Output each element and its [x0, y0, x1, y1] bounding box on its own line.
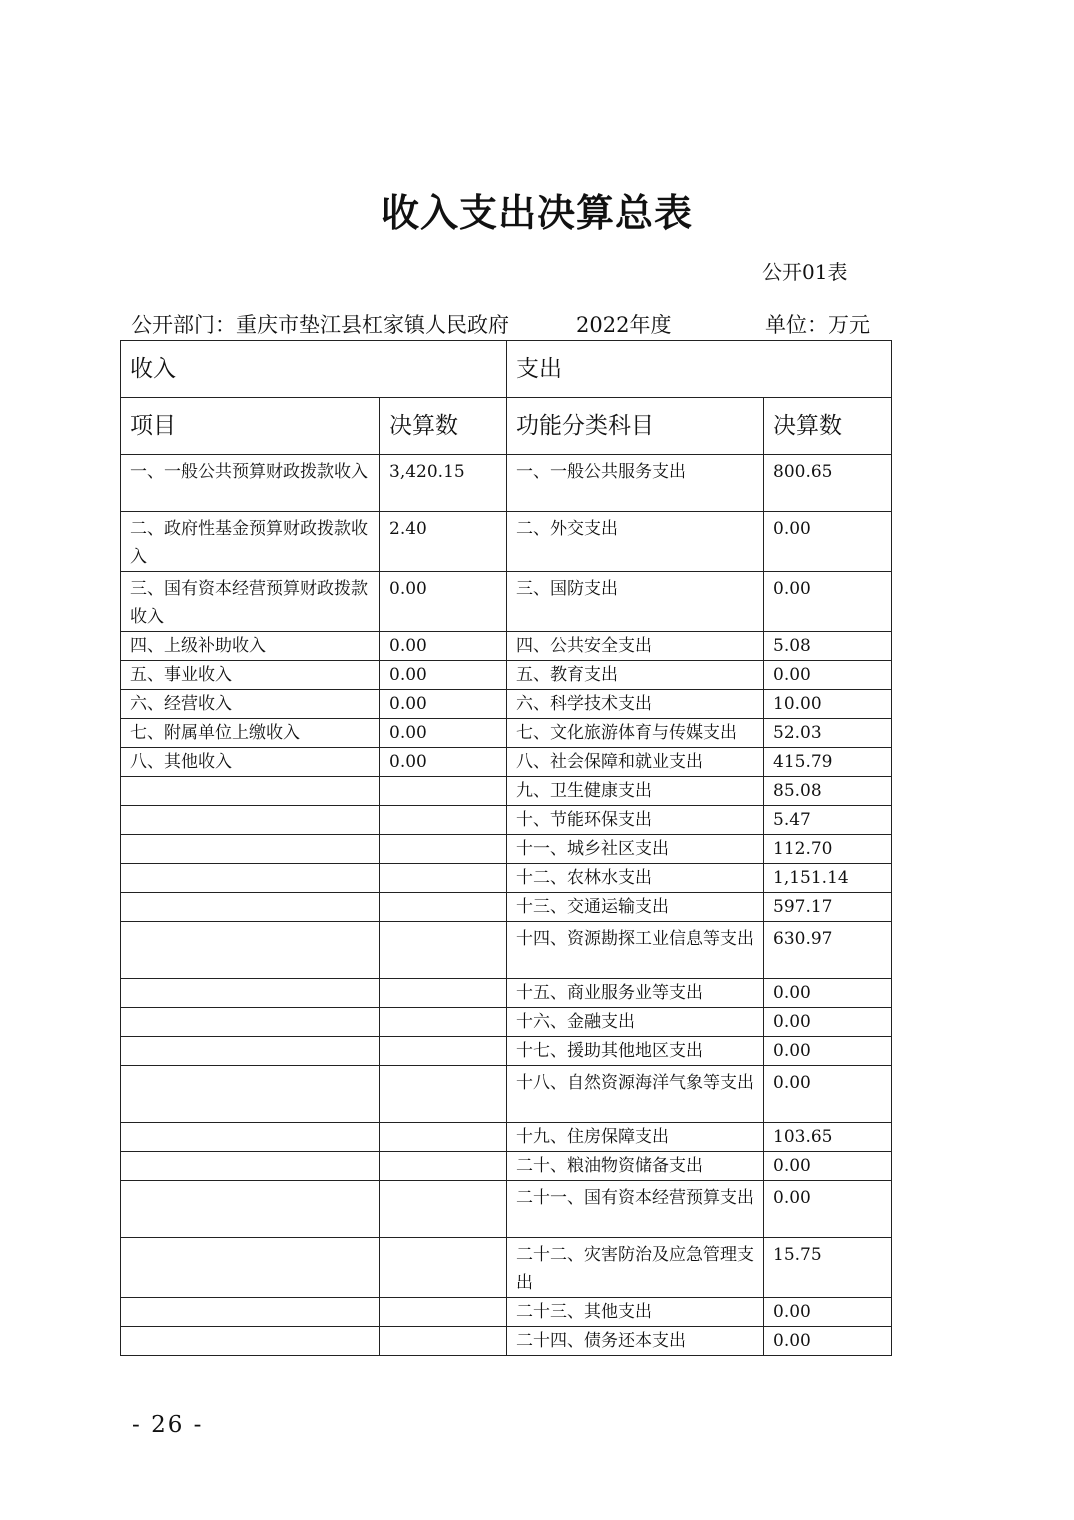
income-amount-cell	[380, 1327, 507, 1356]
table-row	[121, 661, 892, 690]
expense-item-cell: 十九、住房保障支出	[507, 1123, 764, 1152]
expense-amount-cell: 5.08	[764, 632, 892, 661]
expense-amount-cell: 630.97	[764, 922, 892, 979]
expense-amount-cell: 52.03	[764, 719, 892, 748]
expense-amount-cell: 0.00	[764, 1298, 892, 1327]
income-amount-cell: 0.00	[380, 690, 507, 719]
income-amount-cell	[380, 1298, 507, 1327]
amount2-column-header: 决算数	[764, 398, 892, 455]
table-row	[121, 893, 892, 922]
table-row	[121, 1008, 892, 1037]
table-row	[121, 1238, 892, 1298]
table-row	[121, 572, 892, 632]
income-amount-cell: 0.00	[380, 719, 507, 748]
department-label: 公开部门：重庆市垫江县杠家镇人民政府	[131, 313, 509, 337]
income-item-cell	[121, 1008, 380, 1037]
income-amount-cell: 0.00	[380, 748, 507, 777]
income-item-cell: 五、事业收入	[121, 661, 380, 690]
item-column-header: 项目	[121, 398, 380, 455]
table-row	[121, 922, 892, 979]
income-item-cell: 六、经营收入	[121, 690, 380, 719]
income-item-cell	[121, 1066, 380, 1123]
income-amount-cell: 2.40	[380, 512, 507, 572]
income-amount-cell	[380, 893, 507, 922]
expense-item-cell: 九、卫生健康支出	[507, 777, 764, 806]
table-row	[121, 719, 892, 748]
income-amount-cell	[380, 922, 507, 979]
expense-amount-cell: 85.08	[764, 777, 892, 806]
expense-item-cell: 十一、城乡社区支出	[507, 835, 764, 864]
expense-amount-cell: 597.17	[764, 893, 892, 922]
income-amount-cell	[380, 864, 507, 893]
expense-item-cell: 十八、自然资源海洋气象等支出	[507, 1066, 764, 1123]
table-row	[121, 777, 892, 806]
expense-amount-cell: 0.00	[764, 572, 892, 632]
income-item-cell	[121, 1181, 380, 1238]
expense-amount-cell: 0.00	[764, 1327, 892, 1356]
table-row	[121, 1181, 892, 1238]
expense-amount-cell: 1,151.14	[764, 864, 892, 893]
income-item-cell	[121, 1037, 380, 1066]
table-row	[121, 632, 892, 661]
expense-amount-cell: 0.00	[764, 1181, 892, 1238]
table-row	[121, 512, 892, 572]
expense-item-cell: 十二、农林水支出	[507, 864, 764, 893]
expense-amount-cell: 800.65	[764, 455, 892, 512]
income-amount-cell	[380, 1008, 507, 1037]
section-header-row	[121, 341, 892, 398]
expense-item-cell: 十四、资源勘探工业信息等支出	[507, 922, 764, 979]
income-amount-cell	[380, 1123, 507, 1152]
category-column-header: 功能分类科目	[507, 398, 764, 455]
expense-item-cell: 三、国防支出	[507, 572, 764, 632]
expense-item-cell: 七、文化旅游体育与传媒支出	[507, 719, 764, 748]
expense-amount-cell: 0.00	[764, 1152, 892, 1181]
unit-label: 单位：万元	[765, 313, 870, 337]
expense-amount-cell: 0.00	[764, 661, 892, 690]
expense-item-cell: 十六、金融支出	[507, 1008, 764, 1037]
income-amount-cell	[380, 1181, 507, 1238]
expense-amount-cell: 103.65	[764, 1123, 892, 1152]
income-amount-cell: 0.00	[380, 632, 507, 661]
expense-amount-cell: 10.00	[764, 690, 892, 719]
expense-item-cell: 二十三、其他支出	[507, 1298, 764, 1327]
income-item-cell	[121, 1152, 380, 1181]
expense-item-cell: 二十二、灾害防治及应急管理支出	[507, 1238, 764, 1298]
expense-item-cell: 六、科学技术支出	[507, 690, 764, 719]
table-row	[121, 1037, 892, 1066]
expense-amount-cell: 112.70	[764, 835, 892, 864]
income-item-cell	[121, 1123, 380, 1152]
table-row	[121, 806, 892, 835]
expense-amount-cell: 15.75	[764, 1238, 892, 1298]
expense-item-cell: 二十、粮油物资储备支出	[507, 1152, 764, 1181]
income-item-cell	[121, 922, 380, 979]
expense-amount-cell: 0.00	[764, 1066, 892, 1123]
income-amount-cell	[380, 1037, 507, 1066]
income-item-cell	[121, 1238, 380, 1298]
income-amount-cell: 3,420.15	[380, 455, 507, 512]
expense-amount-cell: 0.00	[764, 1008, 892, 1037]
income-amount-cell	[380, 835, 507, 864]
expense-item-cell: 二十四、债务还本支出	[507, 1327, 764, 1356]
income-item-cell	[121, 777, 380, 806]
table-row	[121, 1123, 892, 1152]
table-row	[121, 455, 892, 512]
expense-item-cell: 十、节能环保支出	[507, 806, 764, 835]
document-title: 收入支出决算总表	[380, 191, 693, 235]
income-item-cell	[121, 864, 380, 893]
income-amount-cell	[380, 1238, 507, 1298]
expense-item-cell: 一、一般公共服务支出	[507, 455, 764, 512]
expense-item-cell: 四、公共安全支出	[507, 632, 764, 661]
expense-amount-cell: 415.79	[764, 748, 892, 777]
income-item-cell: 一、一般公共预算财政拨款收入	[121, 455, 380, 512]
column-header-row	[121, 398, 892, 455]
expense-item-cell: 十五、商业服务业等支出	[507, 979, 764, 1008]
income-amount-cell: 0.00	[380, 661, 507, 690]
table-row	[121, 1298, 892, 1327]
income-item-cell	[121, 893, 380, 922]
table-row	[121, 864, 892, 893]
income-item-cell	[121, 835, 380, 864]
expense-item-cell: 二十一、国有资本经营预算支出	[507, 1181, 764, 1238]
income-amount-cell: 0.00	[380, 572, 507, 632]
income-expense-table	[120, 340, 892, 1356]
expense-item-cell: 八、社会保障和就业支出	[507, 748, 764, 777]
income-item-cell	[121, 806, 380, 835]
expense-amount-cell: 0.00	[764, 1037, 892, 1066]
expense-item-cell: 五、教育支出	[507, 661, 764, 690]
fiscal-year: 2022年度	[576, 313, 672, 337]
expense-amount-cell: 0.00	[764, 512, 892, 572]
income-amount-cell	[380, 1066, 507, 1123]
page-number: - 26 -	[132, 1412, 204, 1438]
table-row	[121, 1152, 892, 1181]
income-item-cell: 八、其他收入	[121, 748, 380, 777]
income-amount-cell	[380, 979, 507, 1008]
table-row	[121, 1327, 892, 1356]
expense-amount-cell: 0.00	[764, 979, 892, 1008]
table-row	[121, 1066, 892, 1123]
table-row	[121, 835, 892, 864]
income-item-cell: 四、上级补助收入	[121, 632, 380, 661]
table-row	[121, 690, 892, 719]
expense-item-cell: 十三、交通运输支出	[507, 893, 764, 922]
table-id: 公开01表	[762, 260, 848, 284]
income-item-cell	[121, 1327, 380, 1356]
table-row	[121, 748, 892, 777]
income-amount-cell	[380, 806, 507, 835]
income-item-cell: 二、政府性基金预算财政拨款收入	[121, 512, 380, 572]
income-item-cell: 七、附属单位上缴收入	[121, 719, 380, 748]
income-item-cell: 三、国有资本经营预算财政拨款收入	[121, 572, 380, 632]
income-amount-cell	[380, 777, 507, 806]
income-header: 收入	[121, 341, 507, 398]
income-item-cell	[121, 1298, 380, 1327]
income-item-cell	[121, 979, 380, 1008]
income-amount-cell	[380, 1152, 507, 1181]
amount-column-header: 决算数	[380, 398, 507, 455]
expense-amount-cell: 5.47	[764, 806, 892, 835]
expense-header: 支出	[507, 341, 892, 398]
table-row	[121, 979, 892, 1008]
expense-item-cell: 二、外交支出	[507, 512, 764, 572]
expense-item-cell: 十七、援助其他地区支出	[507, 1037, 764, 1066]
